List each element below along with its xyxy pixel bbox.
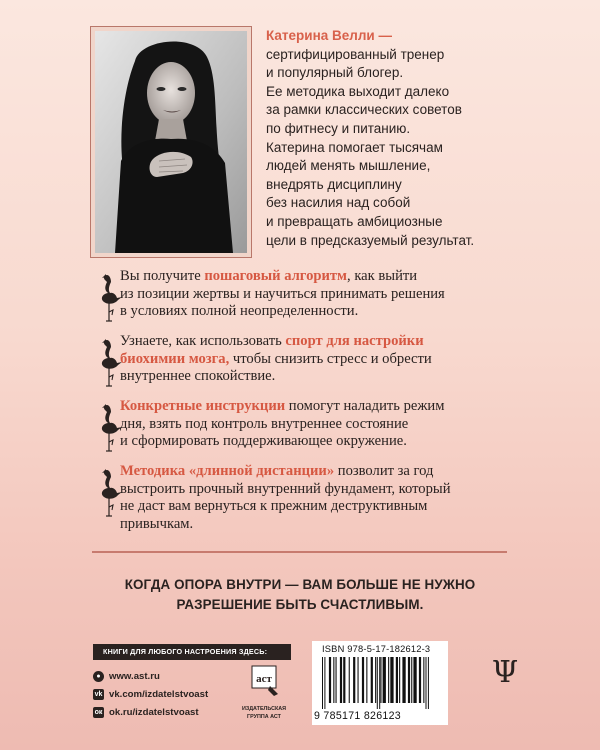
barcode-bar bbox=[413, 657, 416, 703]
benefit-text: Вы получите пошаговый алгоритм, как выйти из позиции жертвы и научиться принимать решения в условиях полной неопределенности. bbox=[120, 268, 445, 320]
barcode-bar bbox=[340, 657, 342, 703]
barcode-bar bbox=[411, 657, 412, 703]
imprint-symbol: Ψ bbox=[491, 655, 519, 690]
barcode-bar bbox=[419, 657, 421, 703]
publisher-logo: аст ИЗДАТЕЛЬСКАЯ ГРУППА АСТ bbox=[236, 664, 292, 722]
barcode-bar bbox=[353, 657, 355, 703]
link-website[interactable]: ● www.ast.ru bbox=[93, 667, 233, 685]
barcode-bar bbox=[402, 657, 405, 703]
globe-icon: ● bbox=[93, 671, 104, 682]
barcode-bar bbox=[379, 657, 380, 709]
bio-line: и популярный блогер. bbox=[266, 65, 404, 81]
ast-logo-icon bbox=[244, 664, 284, 700]
benefit-text: Узнаете, как использовать спорт для настройки биохимии мозга, чтобы снизить стресс и обрести внутреннее спокойствие. bbox=[120, 333, 432, 385]
barcode-bar bbox=[426, 657, 427, 709]
bio-line: сертифицированный тренер bbox=[266, 46, 445, 62]
bio-line: внедрять дисциплину bbox=[266, 176, 402, 192]
barcode-bar bbox=[371, 657, 373, 703]
slogan-line: КОГДА ОПОРА ВНУТРИ — ВАМ БОЛЬШЕ НЕ НУЖНО bbox=[124, 577, 476, 592]
bio-line: и превращать амбициозные bbox=[266, 213, 443, 229]
barcode-bar bbox=[333, 657, 334, 703]
barcode-bar bbox=[383, 657, 386, 703]
promo-banner: КНИГИ ДЛЯ ЛЮБОГО НАСТРОЕНИЯ ЗДЕСЬ: bbox=[93, 644, 291, 660]
author-name: Катерина Велли — bbox=[266, 28, 392, 43]
barcode-bar bbox=[396, 657, 398, 703]
barcode-bar bbox=[362, 657, 364, 703]
barcode-bar bbox=[358, 657, 359, 703]
barcode-bar bbox=[390, 657, 393, 703]
bio-line: по фитнесу и питанию. bbox=[266, 120, 411, 136]
barcode-bar bbox=[399, 657, 400, 703]
author-photo bbox=[91, 27, 251, 257]
svg-text:аст: аст bbox=[256, 673, 272, 685]
barcode-bar bbox=[388, 657, 389, 703]
author-portrait-image bbox=[95, 31, 247, 253]
barcode-digits: 9 785171 826123 bbox=[314, 710, 401, 722]
link-vk[interactable]: vk vk.com/izdatelstvoast bbox=[94, 688, 209, 700]
bio-line: Ее методика выходит далеко bbox=[266, 83, 450, 99]
benefit-text: Конкретные инструкции помогут наладить режим дня, взять под контроль внутреннее состояние и сформировать поддерживающее окружение. bbox=[120, 398, 445, 450]
author-bio bbox=[266, 27, 511, 250]
barcode-bar bbox=[329, 657, 331, 703]
barcode-bar bbox=[322, 657, 323, 709]
barcode-bar bbox=[408, 657, 410, 703]
barcode-bar bbox=[336, 657, 337, 703]
bio-line: без насилия над собой bbox=[266, 195, 411, 211]
barcode-bar bbox=[349, 657, 350, 703]
slogan-line: РАЗРЕШЕНИЕ БЫТЬ СЧАСТЛИВЫМ. bbox=[176, 596, 424, 612]
bio-line: Катерина помогает тысячам bbox=[266, 139, 443, 155]
ok-icon: ок bbox=[94, 708, 103, 716]
barcode-bar bbox=[423, 657, 424, 703]
bio-line: за рамки классических советов bbox=[266, 102, 462, 118]
barcode bbox=[318, 657, 442, 709]
barcode-bar bbox=[324, 657, 325, 709]
isbn-barcode-box bbox=[312, 641, 448, 725]
barcode-bar bbox=[380, 657, 381, 703]
section-divider bbox=[92, 551, 507, 553]
barcode-bar bbox=[428, 657, 429, 709]
benefit-text: Методика «длинной дистанции» позволит за год выстроить прочный внутренний фундамент, который не даст вам вернуться к прежним деструктивным привычкам. bbox=[120, 463, 451, 532]
barcode-bar bbox=[377, 657, 378, 709]
barcode-bar bbox=[375, 657, 376, 703]
publisher-links bbox=[93, 667, 233, 721]
barcode-bar bbox=[343, 657, 345, 703]
isbn-number: ISBN 978-5-17-182612-3 bbox=[322, 644, 431, 654]
bio-line: цели в предсказуемый результат. bbox=[266, 232, 475, 248]
vk-icon: vk bbox=[94, 690, 103, 698]
barcode-bar bbox=[366, 657, 367, 703]
slogan bbox=[0, 575, 600, 614]
bio-line: людей менять мышление, bbox=[266, 158, 431, 174]
link-ok[interactable]: ок ok.ru/izdatelstvoast bbox=[94, 706, 199, 718]
